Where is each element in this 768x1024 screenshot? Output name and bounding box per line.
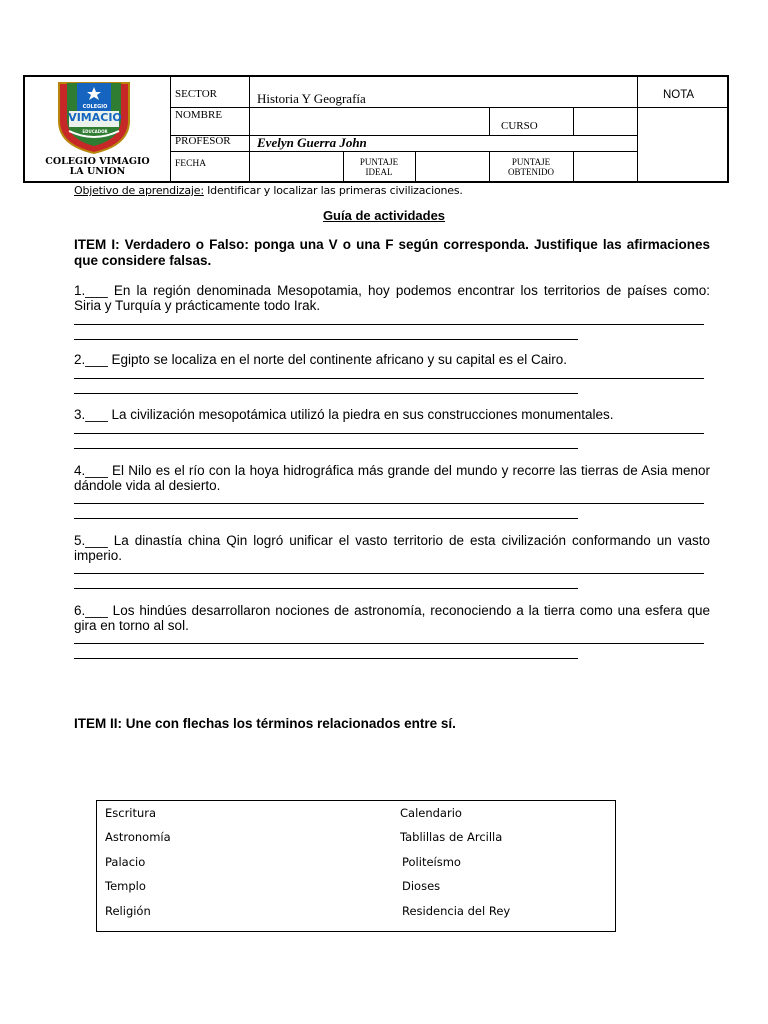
- grid-line: [415, 151, 416, 181]
- puntaje-obtenido-line1: PUNTAJE: [511, 157, 551, 167]
- logo-cell: [25, 77, 171, 181]
- question-1: 1.___ En la región denominada Mesopotamia, hoy podemos encontrar los territorios de países como: Siria y Turquía y prácticamente todo Irak.: [74, 283, 710, 313]
- school-line-2: LA UNION: [69, 166, 126, 177]
- profesor-value: Evelyn Guerra John: [257, 135, 367, 150]
- grid-line: [573, 107, 574, 135]
- right-term[interactable]: Politeísmo: [402, 855, 461, 869]
- answer-line[interactable]: [74, 448, 578, 449]
- question-6: 6.___ Los hindúes desarrollaron nociones de astronomía, reconociendo a la tierra como una esfera que gira en torno al sol.: [74, 603, 710, 633]
- school-name: [25, 157, 170, 177]
- left-term[interactable]: Palacio: [105, 855, 146, 869]
- question-3: 3.___ La civilización mesopotámica utilizó la piedra en sus construcciones monumentales.: [74, 407, 614, 422]
- sector-value: Historia Y Geografía: [257, 91, 366, 106]
- answer-line[interactable]: [74, 658, 578, 659]
- learning-objective: [74, 184, 463, 197]
- grid-line: [170, 135, 637, 136]
- right-term[interactable]: Residencia del Rey: [402, 904, 511, 918]
- right-term[interactable]: Calendario: [400, 806, 462, 820]
- objective-text: Identificar y localizar las primeras civilizaciones.: [203, 184, 463, 197]
- grid-line: [637, 77, 638, 181]
- puntaje-ideal-line1: PUNTAJE: [359, 157, 399, 167]
- left-term[interactable]: Templo: [105, 879, 146, 893]
- answer-line[interactable]: [74, 503, 704, 504]
- answer-line[interactable]: [74, 339, 578, 340]
- guide-title-wrap: [0, 208, 768, 223]
- left-term[interactable]: Escritura: [105, 806, 157, 820]
- grid-line: [489, 107, 490, 135]
- logo-text-top: COLEGIO: [82, 104, 108, 110]
- answer-line[interactable]: [74, 588, 578, 589]
- left-term[interactable]: Astronomía: [105, 830, 171, 844]
- logo-text-sub: EDUCADOR: [82, 129, 108, 134]
- school-line-1: COLEGIO VIMAGIO: [45, 156, 150, 167]
- question-4: 4.___ El Nilo es el río con la hoya hidrográfica más grande del mundo y recorre las tierras de Asia menor dándole vida al desierto.: [74, 463, 710, 493]
- grid-line: [170, 151, 637, 152]
- profesor-label: PROFESOR: [175, 135, 231, 147]
- nota-label: NOTA: [663, 89, 695, 101]
- question-5: 5.___ La dinastía china Qin logró unificar el vasto territorio de esta civilización conformando un vasto imperio.: [74, 533, 710, 563]
- grid-line: [637, 107, 729, 108]
- guide-title: Guía de actividades: [322, 208, 446, 223]
- question-2: 2.___ Egipto se localiza en el norte del continente africano y su capital es el Cairo.: [74, 352, 568, 367]
- item2-title: ITEM II: Une con flechas los términos relacionados entre sí.: [74, 716, 456, 731]
- answer-line[interactable]: [74, 324, 704, 325]
- curso-label: CURSO: [501, 120, 538, 132]
- sector-label: SECTOR: [175, 88, 217, 100]
- nombre-label: NOMBRE: [175, 109, 223, 121]
- left-term[interactable]: Religión: [105, 904, 151, 918]
- right-term[interactable]: Dioses: [402, 879, 441, 893]
- answer-line[interactable]: [74, 378, 704, 379]
- puntaje-ideal-line2: IDEAL: [365, 167, 393, 177]
- header-table: [23, 75, 729, 183]
- logo-text-main: VIMACIO: [68, 111, 122, 124]
- item1-title: ITEM I: Verdadero o Falso: ponga una V o una F según corresponda. Justifique las afirmaciones que considere falsas.: [74, 237, 710, 268]
- objective-label: Objetivo de aprendizaje:: [74, 184, 204, 197]
- answer-line[interactable]: [74, 433, 704, 434]
- answer-line[interactable]: [74, 393, 578, 394]
- puntaje-obtenido-label: [489, 157, 573, 177]
- puntaje-ideal-label: [343, 157, 415, 177]
- answer-line[interactable]: [74, 643, 704, 644]
- grid-line: [573, 151, 574, 181]
- grid-line: [249, 77, 250, 181]
- grid-line: [170, 107, 637, 108]
- right-term[interactable]: Tablillas de Arcilla: [400, 830, 503, 844]
- answer-line[interactable]: [74, 573, 704, 574]
- answer-line[interactable]: [74, 518, 578, 519]
- fecha-label: FECHA: [175, 159, 207, 169]
- puntaje-obtenido-line2: OBTENIDO: [508, 167, 554, 177]
- matching-box: [96, 800, 616, 932]
